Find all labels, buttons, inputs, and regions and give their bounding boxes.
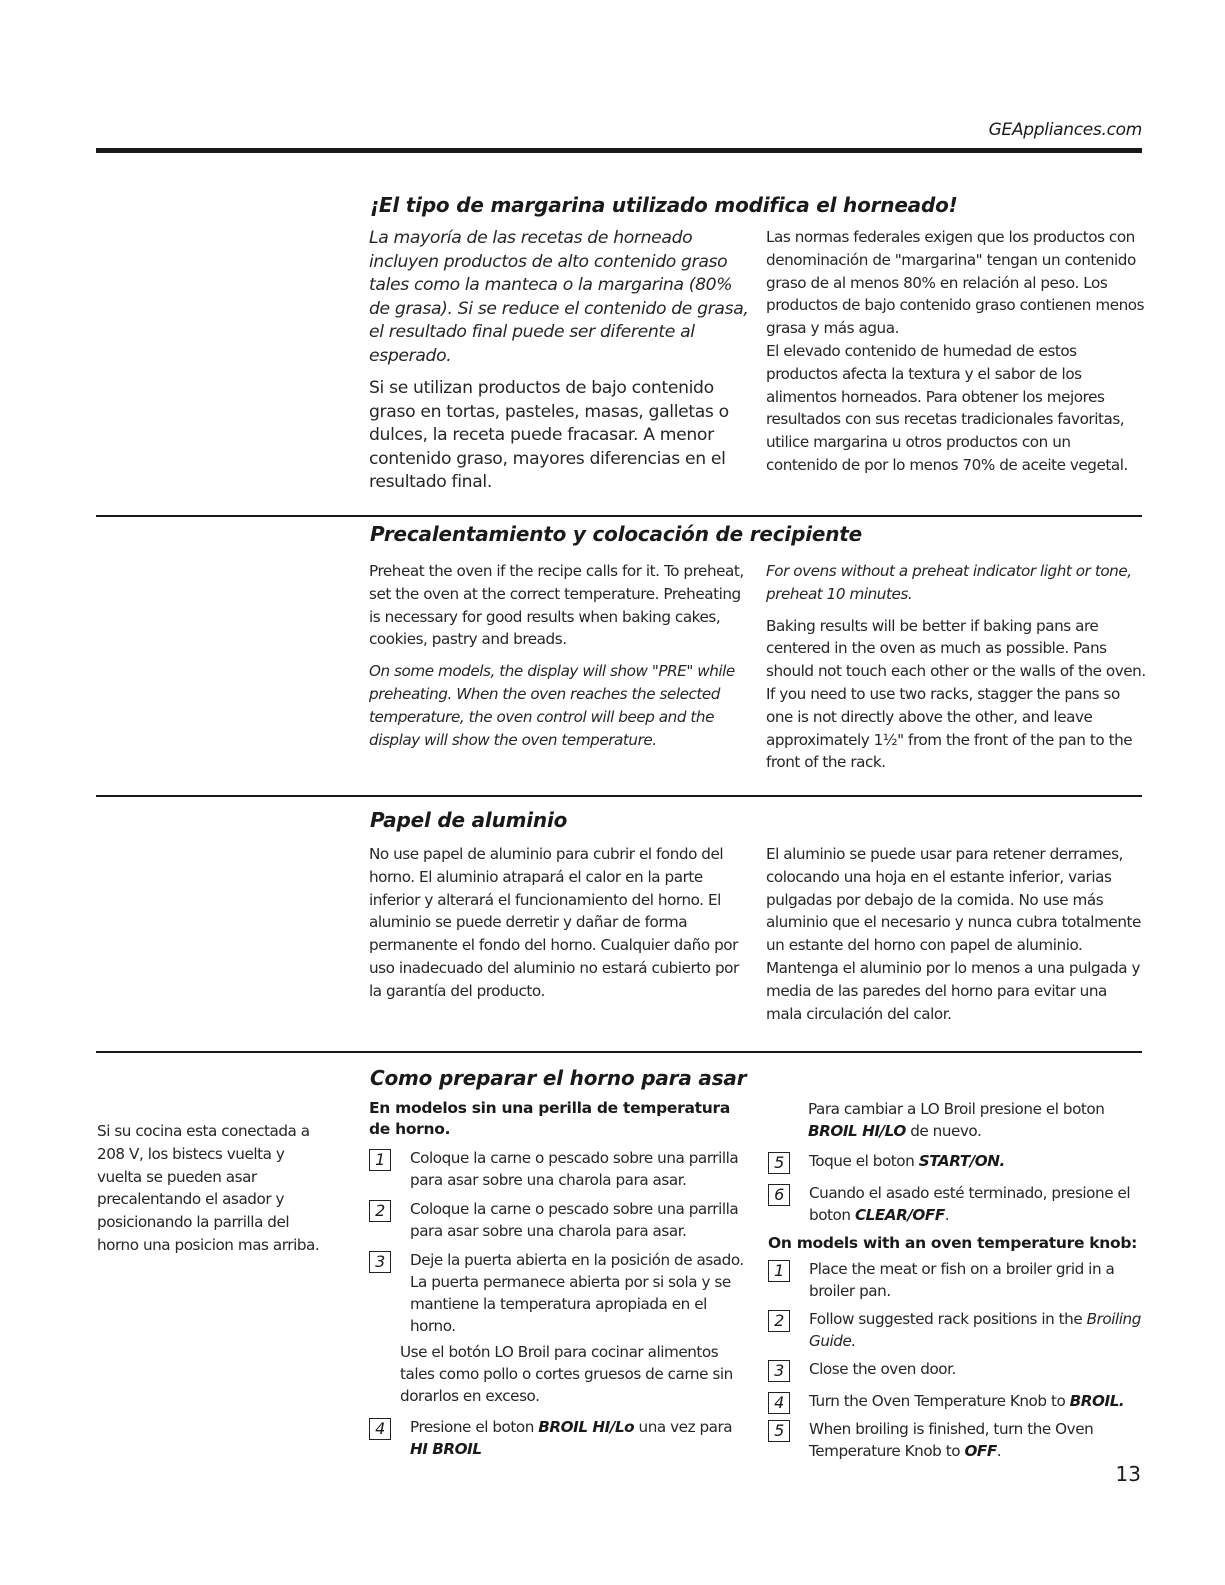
- clear-off-key: CLEAR/OFF: [854, 1206, 945, 1224]
- step-text: Toque el boton: [809, 1152, 919, 1170]
- foil-title: Papel de aluminio: [370, 808, 568, 832]
- knob-step-2: [768, 1308, 1146, 1352]
- step-number-box: 2: [369, 1200, 391, 1222]
- broil-right-column: [768, 1098, 1146, 1462]
- step-number-box: 1: [768, 1260, 790, 1282]
- step-number-box: 2: [768, 1310, 790, 1332]
- preheat-title: Precalentamiento y colocación de recipiente: [370, 522, 862, 546]
- foil-left-paragraph: No use papel de aluminio para cubrir el fondo del horno. El aluminio atrapará el calor en la parte inferior y alterará el funcionamiento del horno. El aluminio se puede derretir y dañar de forma permanente el fondo del horno. Cualquier daño por uso inadecuado del aluminio no estará cubierto por la garantía del producto.: [369, 845, 739, 1000]
- start-on-key: START/ON.: [918, 1152, 1005, 1170]
- foil-left-column: [369, 843, 749, 1003]
- step-text: Deje la puerta abierta en la posición de asado. La puerta permanece abierta por si sola y se mantiene la temperatura apropiada en el horno.: [410, 1251, 744, 1335]
- header-rule: [96, 148, 1142, 153]
- margarine-right-paragraph-1: Las normas federales exigen que los productos con denominación de "margarina" tengan un contenido graso de al menos 80% en relación al peso. Los productos de bajo contenido graso contienen menos grasa y más agua.: [766, 228, 1145, 338]
- broil-hilo-key: BROIL HI/LO: [808, 1122, 906, 1140]
- step-text: .: [944, 1206, 950, 1224]
- preheat-right-paragraph-1: For ovens without a preheat indicator light or tone, preheat 10 minutes.: [766, 562, 1132, 603]
- lo-broil-change: [768, 1098, 1146, 1142]
- knob-step-1: [768, 1258, 1146, 1302]
- step-number-box: 4: [768, 1392, 790, 1414]
- step-text: Follow suggested rack positions in the: [809, 1310, 1087, 1328]
- lo-broil-note-text: Use el botón LO Broil para cocinar alimentos tales como pollo o cortes gruesos de carne sin dorarlos en exceso.: [400, 1343, 733, 1405]
- margarine-title: ¡El tipo de margarina utilizado modifica el horneado!: [370, 193, 958, 217]
- knob-subtitle: On models with an oven temperature knob:: [768, 1234, 1138, 1252]
- step-text: Cuando el asado esté terminado, presione el boton: [809, 1184, 1131, 1224]
- step-text: Para cambiar a LO Broil presione el boton: [808, 1100, 1105, 1118]
- step-text: Coloque la carne o pescado sobre una parrilla para asar sobre una charola para asar.: [410, 1200, 739, 1240]
- step-number-box: 1: [369, 1149, 391, 1171]
- knob-step-4: [768, 1390, 1146, 1412]
- lo-broil-note: [369, 1341, 749, 1407]
- broil-title: Como preparar el horno para asar: [370, 1066, 747, 1090]
- step-number-box: 5: [768, 1420, 790, 1442]
- no-knob-step-6: [768, 1182, 1146, 1226]
- preheat-right-paragraph-2: Baking results will be better if baking pans are centered in the oven as much as possible. Pans should not touch each other or the walls of the oven. If you need to use two racks, stagger the pans so one is not directly above the other, and leave approximately 1½" from the front of the pan to the front of the rack.: [766, 616, 1146, 772]
- broiling-guide-reference: Broiling Guide.: [809, 1310, 1141, 1350]
- step-text: Coloque la carne o pescado sobre una parrilla para asar sobre una charola para asar.: [410, 1149, 739, 1189]
- step-number-box: 3: [369, 1251, 391, 1273]
- broil-key: BROIL.: [1069, 1392, 1125, 1410]
- margarine-left-paragraph-1: La mayoría de las recetas de horneado incluyen productos de alto contenido graso tales como la manteca o la margarina (80% de grasa). Si se reduce el contenido de grasa, el resultado final puede ser diferente al esperado.: [369, 228, 749, 366]
- no-knob-subtitle: En modelos sin una perilla de temperatura de horno.: [369, 1099, 730, 1138]
- broil-sidenote: Si su cocina esta conectada a 208 V, los bistecs vuelta y vuelta se pueden asar precalentando el asador y posicionando la parrilla del horno una posicion mas arriba.: [97, 1122, 320, 1254]
- step-text: .: [996, 1442, 1002, 1460]
- no-knob-step-4: [369, 1416, 749, 1460]
- section-divider: [96, 795, 1142, 797]
- foil-right-paragraph: El aluminio se puede usar para retener derrames, colocando una hoja en el estante inferior, varias pulgadas por debajo de la comida. No use más aluminio que el necesario y nunca cubra totalmente un estante del horno con papel de aluminio. Mantenga el aluminio por lo menos a una pulgada y media de las paredes del horno para evitar una mala circulación del calor.: [766, 845, 1141, 1023]
- step-text: una vez para: [634, 1418, 733, 1436]
- knob-step-5: [768, 1418, 1129, 1462]
- no-knob-step-1: [369, 1147, 749, 1191]
- step-number-box: 6: [768, 1184, 790, 1206]
- margarine-right-paragraph-2: El elevado contenido de humedad de estos productos afecta la textura y el sabor de los alimentos horneados. Para obtener los mejores resultados con sus recetas tradicionales favoritas, utilice margarina u otros productos con un contenido de por lo menos 70% de aceite vegetal.: [766, 341, 1128, 474]
- website-url: GEAppliances.com: [988, 120, 1142, 140]
- margarine-left-paragraph-2: Si se utilizan productos de bajo contenido graso en tortas, pasteles, masas, galletas o dulces, la receta puede fracasar. A menor contenido graso, mayores diferencias en el resultado final.: [369, 378, 729, 492]
- off-key: OFF: [964, 1442, 997, 1460]
- section-divider: [96, 515, 1142, 517]
- step-text: Turn the Oven Temperature Knob to: [809, 1392, 1070, 1410]
- step-text: When broiling is finished, turn the Oven Temperature Knob to: [809, 1420, 1094, 1460]
- preheat-left-column: [369, 560, 749, 751]
- broil-left-column: [369, 1098, 749, 1460]
- margarine-left-column: [369, 227, 749, 495]
- knob-step-3: [768, 1358, 1146, 1380]
- no-knob-step-2: [369, 1198, 749, 1242]
- broil-hilo-key: BROIL HI/Lo: [538, 1418, 635, 1436]
- step-number-box: 5: [768, 1152, 790, 1174]
- step-text: Place the meat or fish on a broiler grid in a broiler pan.: [809, 1260, 1115, 1300]
- no-knob-step-3: [369, 1249, 749, 1337]
- hi-broil-key: HI BROIL: [410, 1440, 482, 1458]
- step-number-box: 4: [369, 1418, 391, 1440]
- no-knob-step-5: [768, 1150, 1146, 1172]
- step-number-box: 3: [768, 1360, 790, 1382]
- preheat-left-paragraph-1: Preheat the oven if the recipe calls for it. To preheat, set the oven at the correct temperature. Preheating is necessary for good results when baking cakes, cookies, pastry and breads.: [369, 562, 744, 649]
- step-text: Close the oven door.: [809, 1360, 956, 1378]
- preheat-left-paragraph-2: On some models, the display will show "PRE" while preheating. When the oven reaches the selected temperature, the oven control will beep and the display will show the oven temperature.: [369, 662, 735, 749]
- foil-right-column: [766, 843, 1146, 1025]
- margarine-right-column: [766, 226, 1146, 477]
- preheat-right-column: [766, 560, 1146, 774]
- section-divider: [96, 1051, 1142, 1053]
- step-text: Presione el boton: [410, 1418, 539, 1436]
- step-text: de nuevo.: [905, 1122, 982, 1140]
- page-number: 13: [1115, 1462, 1141, 1486]
